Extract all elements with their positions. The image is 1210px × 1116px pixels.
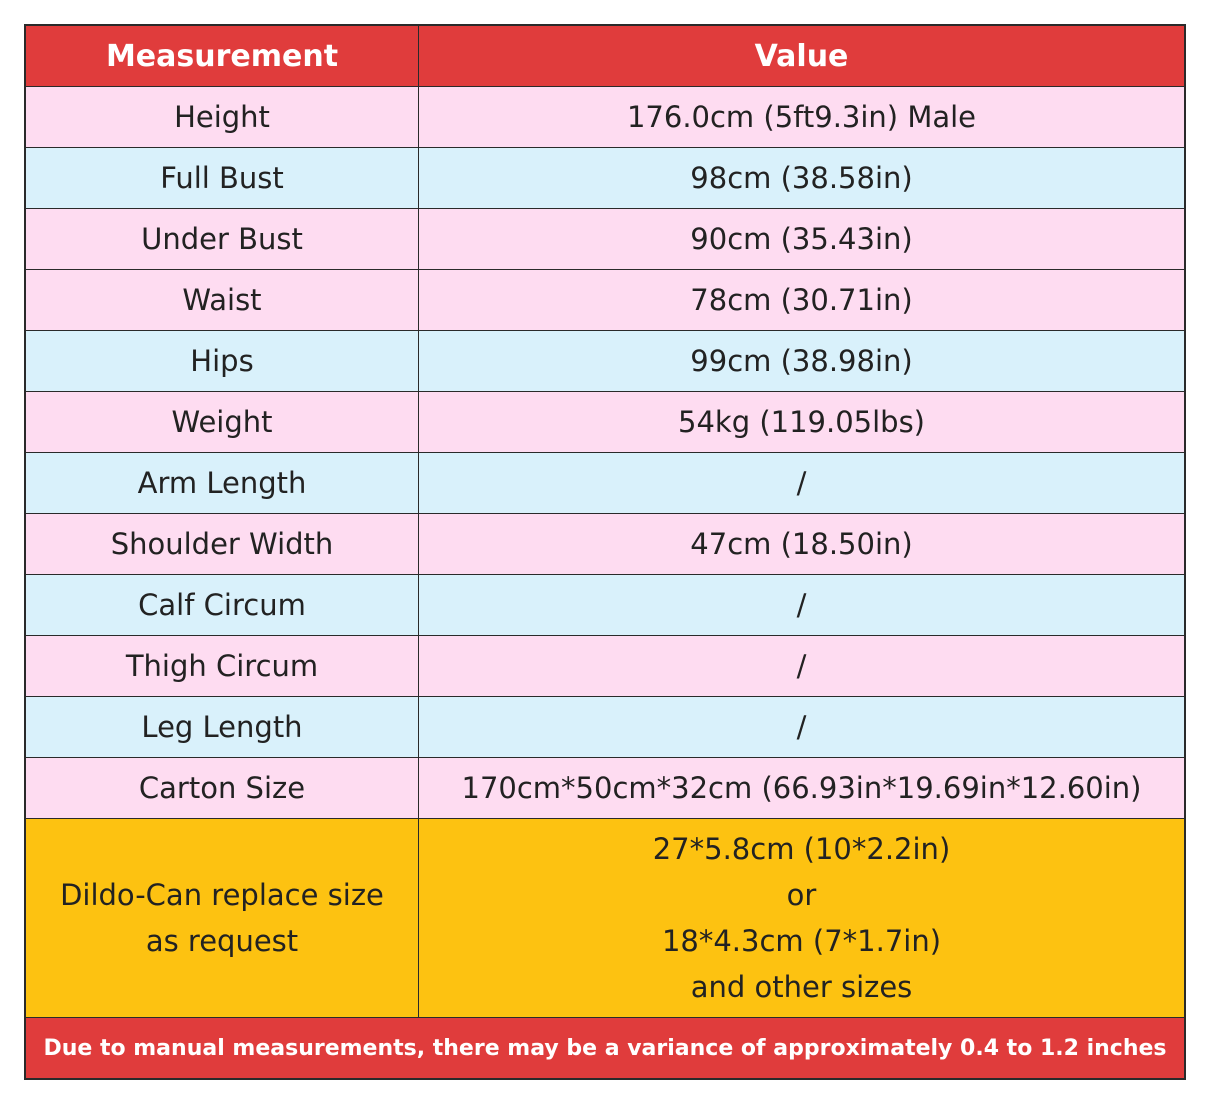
special-line: or — [786, 878, 817, 912]
special-values — [419, 819, 1184, 1017]
row-label: Arm Length — [26, 453, 419, 513]
row-label: Full Bust — [26, 148, 419, 208]
special-line: 18*4.3cm (7*1.7in) — [661, 924, 942, 958]
row-label: Weight — [26, 392, 419, 452]
row-value: / — [419, 697, 1184, 757]
row-label: Height — [26, 87, 419, 147]
row-label: Hips — [26, 331, 419, 391]
table-row — [26, 575, 1184, 636]
row-label: Shoulder Width — [26, 514, 419, 574]
row-value: 98cm (38.58in) — [419, 148, 1184, 208]
header-value: Value — [419, 26, 1184, 86]
row-label: Calf Circum — [26, 575, 419, 635]
table-row — [26, 636, 1184, 697]
row-value: 99cm (38.98in) — [419, 331, 1184, 391]
row-value: 78cm (30.71in) — [419, 270, 1184, 330]
table-row — [26, 453, 1184, 514]
row-label: Waist — [26, 270, 419, 330]
footer-row — [26, 1018, 1184, 1078]
row-label: Leg Length — [26, 697, 419, 757]
table-row — [26, 270, 1184, 331]
table-row — [26, 392, 1184, 453]
footer-note: Due to manual measurements, there may be a variance of approximately 0.4 to 1.2 inches — [26, 1018, 1184, 1078]
measurement-table — [24, 24, 1186, 1080]
table-row — [26, 148, 1184, 209]
row-label: Thigh Circum — [26, 636, 419, 696]
special-size-row — [26, 819, 1184, 1018]
row-value: 54kg (119.05lbs) — [419, 392, 1184, 452]
row-value: 90cm (35.43in) — [419, 209, 1184, 269]
row-value: 170cm*50cm*32cm (66.93in*19.69in*12.60in) — [419, 758, 1184, 818]
row-value: / — [419, 575, 1184, 635]
row-value: 47cm (18.50in) — [419, 514, 1184, 574]
special-line: and other sizes — [690, 970, 913, 1004]
table-row — [26, 209, 1184, 270]
table-row — [26, 758, 1184, 819]
table-row — [26, 514, 1184, 575]
special-label: Dildo-Can replace size as request — [26, 819, 419, 1017]
table-row — [26, 87, 1184, 148]
row-label: Under Bust — [26, 209, 419, 269]
table-row — [26, 331, 1184, 392]
header-measurement: Measurement — [26, 26, 419, 86]
table-row — [26, 697, 1184, 758]
row-label: Carton Size — [26, 758, 419, 818]
row-value: / — [419, 636, 1184, 696]
row-value: / — [419, 453, 1184, 513]
special-line: 27*5.8cm (10*2.2in) — [652, 832, 951, 866]
row-value: 176.0cm (5ft9.3in) Male — [419, 87, 1184, 147]
table-header-row — [26, 26, 1184, 87]
